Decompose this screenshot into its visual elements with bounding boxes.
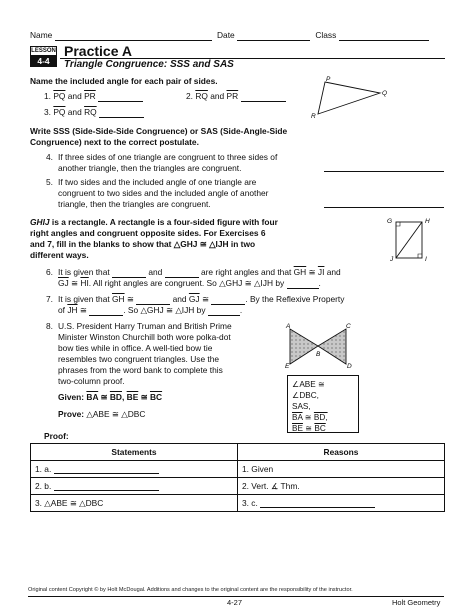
item-6-line1: It is given that and are right angles and that $\overline{GH}$ ≅ $\overline{JI}$ and xyxy=(58,267,341,277)
answer-5-field[interactable] xyxy=(324,199,444,208)
table-row xyxy=(31,478,445,495)
item-5-num: 5. xyxy=(46,177,53,187)
answer-7b-field[interactable] xyxy=(211,296,245,305)
date-field[interactable] xyxy=(237,32,310,41)
label-c: C xyxy=(346,323,351,330)
page-number: 4-27 xyxy=(227,598,243,607)
reason-cell: 2. Vert. ∡ Thm. xyxy=(238,478,445,495)
triangle-pqr-figure xyxy=(310,76,390,120)
answer-7d-field[interactable] xyxy=(208,307,240,316)
proof-answer-b-field[interactable] xyxy=(54,482,159,491)
footer-copyright: Original content Copyright © by Holt McDougal. Additions and changes to the original content are the responsibility of the instructor. xyxy=(28,587,353,593)
given-statement: Given: $\overline{BA}$ ≅ $\overline{BD}$, $\overline{BE}$ ≅ $\overline{BC}$ xyxy=(58,392,163,402)
word-bank-item-3: $\overline{BA}$ ≅ BD, xyxy=(292,413,328,422)
item-5-line3: triangle, then the triangles are congruent. xyxy=(58,199,211,209)
answer-6a-field[interactable] xyxy=(112,269,146,278)
bow-tie-left-triangle xyxy=(290,329,318,364)
item-4-num: 4. xyxy=(46,152,53,162)
answer-4-field[interactable] xyxy=(324,163,444,172)
page-title: Practice A xyxy=(64,43,132,59)
proof-answer-c-field[interactable] xyxy=(260,499,375,508)
item-7-line2: of $\overline{JH}$ ≅ . So △GHJ ≅ △IJH by . xyxy=(58,305,243,315)
prove-statement: Prove: △ABE ≅ △DBC xyxy=(58,409,146,419)
label-i: I xyxy=(425,256,427,263)
lesson-badge xyxy=(30,46,57,67)
header-row xyxy=(30,30,444,41)
answer-6c-field[interactable] xyxy=(287,280,319,289)
label-p: P xyxy=(326,76,331,83)
answer-1-field[interactable] xyxy=(98,93,143,102)
statement-cell: 3. △ABE ≅ △DBC xyxy=(31,495,238,512)
diagonal-hj xyxy=(396,222,422,258)
book-title: Holt Geometry xyxy=(392,598,441,607)
proof-answer-a-field[interactable] xyxy=(54,465,159,474)
answer-3-field[interactable] xyxy=(99,109,144,118)
item-7-line1: It is given that $\overline{GH}$ ≅ and $\overline{GJ}$ ≅ . By the Reflexive Property xyxy=(58,294,345,304)
table-row xyxy=(31,495,445,512)
word-bank-item-1: ∠ABE ≅ ∠DBC, xyxy=(292,380,325,400)
proof-label: Proof: xyxy=(44,431,69,441)
item-5-line1: If two sides and the included angle of one triangle are xyxy=(58,177,257,187)
answer-7a-field[interactable] xyxy=(136,296,170,305)
rectangle-ghij-figure xyxy=(384,215,444,263)
name-field[interactable] xyxy=(55,32,212,41)
lesson-number: 4-4 xyxy=(31,56,56,66)
reasons-header: Reasons xyxy=(238,444,445,461)
class-label: Class xyxy=(315,30,337,40)
item-7-num: 7. xyxy=(46,294,53,304)
section1-instruction: Name the included angle for each pair of sides. xyxy=(30,76,218,86)
statements-header: Statements xyxy=(31,444,238,461)
item-8-text: U.S. President Harry Truman and British Prime Minister Winston Churchill both wore polka-dot bow ties while in office. A well-tied bow tie resembles two congruent triangles. Use the phrases from the word bank to complete this two-column proof. xyxy=(58,321,232,386)
statement-cell: 2. b. xyxy=(31,478,238,495)
name-label: Name xyxy=(30,30,53,40)
bow-tie-right-triangle xyxy=(318,329,346,364)
proof-header-row xyxy=(31,444,445,461)
reason-cell: 1. Given xyxy=(238,461,445,478)
label-h: H xyxy=(425,218,430,225)
label-g: G xyxy=(387,218,393,225)
word-bank xyxy=(287,375,359,433)
lesson-label: LESSON xyxy=(31,48,56,54)
item-8-num: 8. xyxy=(46,321,53,331)
item-3: 3. $\overline{PQ}$ and $\overline{RQ}$ xyxy=(44,107,144,118)
statement-cell: 1. a. xyxy=(31,461,238,478)
answer-2-field[interactable] xyxy=(241,93,286,102)
answer-7c-field[interactable] xyxy=(89,307,123,316)
footer-rule xyxy=(28,596,444,597)
date-label: Date xyxy=(217,30,235,40)
label-b: B xyxy=(316,351,321,358)
section3-line2: right angles and congruent opposite sides. For Exercises 6 xyxy=(30,228,266,238)
answer-6b-field[interactable] xyxy=(165,269,199,278)
item-4-line1: If three sides of one triangle are congruent to three sides of xyxy=(58,152,278,162)
item-5-line2: congruent to two sides and the included angle of another xyxy=(58,188,269,198)
section3-line3: and 7, fill in the blanks to show that △GHJ ≅ △IJH in two xyxy=(30,239,256,249)
label-j: J xyxy=(390,256,394,263)
proof-table xyxy=(30,443,445,512)
section3-line4: different ways. xyxy=(30,250,89,260)
section2-instruction-1: Write SSS (Side-Side-Side Congruence) or SAS (Side-Angle-Side xyxy=(30,126,288,136)
item-4-line2: another triangle, then the triangles are congruent. xyxy=(58,163,242,173)
item-2: 2. $\overline{RQ}$ and $\overline{PR}$ xyxy=(186,91,286,102)
item-6-line2: $\overline{GJ}$ ≅ $\overline{HI}$. All right angles are congruent. So △GHJ ≅ △IJH by . xyxy=(58,278,321,288)
label-d: D xyxy=(347,363,352,370)
triangle-pqr xyxy=(318,82,380,114)
reason-cell: 3. c. xyxy=(238,495,445,512)
item-6-num: 6. xyxy=(46,267,53,277)
label-e: E xyxy=(285,363,290,370)
table-row xyxy=(31,461,445,478)
bow-tie-figure xyxy=(282,322,354,370)
class-field[interactable] xyxy=(339,32,429,41)
label-r: R xyxy=(311,113,316,120)
label-a: A xyxy=(286,323,291,330)
label-q: Q xyxy=(382,90,388,97)
word-bank-item-4: $\overline{BE}$ ≅ $\overline{BC}$ xyxy=(292,424,326,433)
section3-line1: GHIJ is a rectangle. A rectangle is a four-sided figure with four xyxy=(30,217,278,227)
word-bank-item-2: SAS, xyxy=(292,402,311,411)
item-1: 1. $\overline{PQ}$ and $\overline{PR}$ xyxy=(44,91,143,102)
page-subtitle: Triangle Congruence: SSS and SAS xyxy=(64,59,234,70)
section2-instruction-2: Congruence) next to the correct postulate. xyxy=(30,137,199,147)
